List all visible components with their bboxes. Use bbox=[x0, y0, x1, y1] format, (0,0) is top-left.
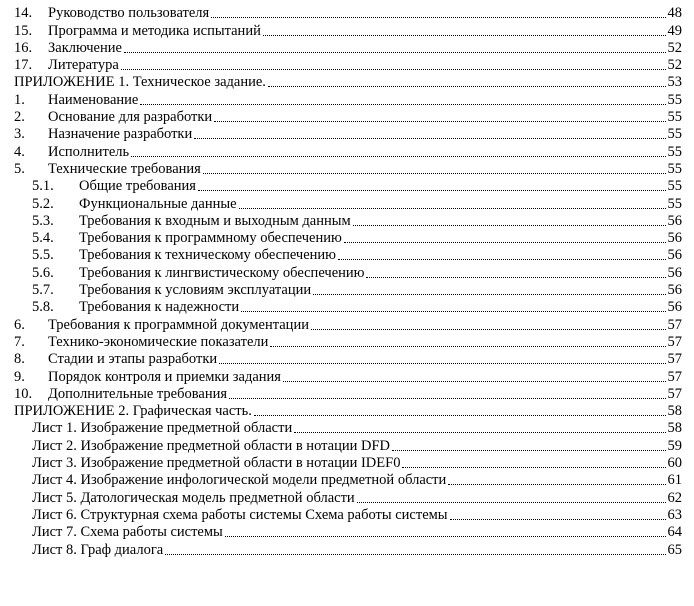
toc-entry-title: Лист 6. Структурная схема работы системы Схема работы системы bbox=[32, 506, 448, 523]
dot-leader bbox=[241, 310, 666, 312]
dot-leader bbox=[203, 172, 666, 174]
toc-entry-number: 5.8. bbox=[32, 299, 54, 316]
toc-entry-title: Наименование bbox=[48, 91, 139, 108]
toc-entry-page-number: 52 bbox=[667, 39, 682, 56]
table-of-contents bbox=[0, 5, 682, 559]
dot-leader bbox=[219, 362, 666, 364]
toc-entry[interactable] bbox=[0, 299, 682, 316]
dot-leader bbox=[121, 68, 666, 70]
toc-entry[interactable] bbox=[0, 91, 682, 108]
toc-entry-page-number: 55 bbox=[667, 178, 682, 195]
toc-entry-page-number: 52 bbox=[667, 57, 682, 74]
toc-entry-title: Лист 1. Изображение предметной области bbox=[32, 420, 293, 437]
toc-entry-title: Порядок контроля и приемки задания bbox=[48, 368, 281, 385]
toc-entry-page-number: 58 bbox=[667, 403, 682, 420]
toc-entry[interactable] bbox=[0, 230, 682, 247]
toc-entry-number: 5.5. bbox=[32, 247, 54, 264]
toc-entry-page-number: 56 bbox=[667, 264, 682, 281]
dot-leader bbox=[254, 414, 666, 416]
toc-entry-page-number: 49 bbox=[667, 22, 682, 39]
toc-entry-page-number: 57 bbox=[667, 351, 682, 368]
toc-entry-title: Требования к программному обеспечению bbox=[79, 230, 342, 247]
toc-entry-title: Исполнитель bbox=[48, 143, 130, 160]
dot-leader bbox=[313, 293, 666, 295]
toc-entry-title: Лист 5. Датологическая модель предметной области bbox=[32, 489, 355, 506]
toc-entry[interactable] bbox=[0, 455, 682, 472]
toc-entry-title: Общие требования bbox=[79, 178, 196, 195]
toc-entry-page-number: 57 bbox=[667, 316, 682, 333]
toc-entry-title: Заключение bbox=[48, 39, 122, 56]
dot-leader bbox=[268, 85, 666, 87]
toc-entry-title: Требования к лингвистическому обеспечению bbox=[79, 264, 365, 281]
toc-entry-title: Литература bbox=[48, 57, 119, 74]
toc-entry-page-number: 55 bbox=[667, 109, 682, 126]
toc-entry[interactable] bbox=[0, 282, 682, 299]
toc-entry-title: Требования к условиям эксплуатации bbox=[79, 282, 312, 299]
toc-entry-page-number: 62 bbox=[667, 489, 682, 506]
toc-entry-number: 5.1. bbox=[32, 178, 54, 195]
dot-leader bbox=[270, 345, 666, 347]
dot-leader bbox=[239, 207, 666, 209]
toc-entry-page-number: 56 bbox=[667, 247, 682, 264]
toc-entry[interactable] bbox=[0, 213, 682, 230]
toc-entry-page-number: 63 bbox=[667, 506, 682, 523]
toc-entry-number: 17. bbox=[14, 57, 33, 74]
dot-leader bbox=[229, 397, 666, 399]
toc-entry-page-number: 53 bbox=[667, 74, 682, 91]
dot-leader bbox=[450, 518, 666, 520]
toc-entry[interactable] bbox=[0, 74, 682, 91]
dot-leader bbox=[448, 483, 666, 485]
dot-leader bbox=[131, 155, 666, 157]
toc-entry-title: Руководство пользователя bbox=[48, 5, 210, 22]
toc-entry[interactable] bbox=[0, 109, 682, 126]
toc-entry-page-number: 55 bbox=[667, 195, 682, 212]
toc-entry-number: 5.3. bbox=[32, 212, 54, 229]
toc-entry-page-number: 57 bbox=[667, 368, 682, 385]
toc-entry-page-number: 55 bbox=[667, 143, 682, 160]
toc-entry-title: Лист 4. Изображение инфологической модели предметной области bbox=[32, 472, 447, 489]
toc-entry-number: 3. bbox=[14, 126, 25, 143]
toc-entry-number: 5.7. bbox=[32, 282, 54, 299]
toc-entry-title: Функциональные данные bbox=[79, 195, 237, 212]
toc-entry-number: 14. bbox=[14, 5, 33, 22]
toc-entry-page-number: 56 bbox=[667, 299, 682, 316]
toc-entry-title: Требования к программной документации bbox=[48, 316, 309, 333]
toc-entry[interactable] bbox=[0, 40, 682, 57]
toc-entry-title: Технические требования bbox=[48, 160, 201, 177]
toc-entry-title: Технико-экономические показатели bbox=[48, 333, 269, 350]
toc-entry-page-number: 55 bbox=[667, 126, 682, 143]
toc-entry-title: Требования к надежности bbox=[79, 299, 240, 316]
toc-entry-number: 4. bbox=[14, 143, 25, 160]
toc-entry-number: 5.2. bbox=[32, 195, 54, 212]
dot-leader bbox=[402, 466, 666, 468]
toc-entry[interactable] bbox=[0, 334, 682, 351]
toc-entry[interactable] bbox=[0, 351, 682, 368]
toc-entry-title: Лист 2. Изображение предметной области в нотации DFD bbox=[32, 437, 390, 454]
toc-entry[interactable] bbox=[0, 178, 682, 195]
toc-entry-title: Лист 7. Схема работы системы bbox=[32, 524, 223, 541]
toc-entry-title: ПРИЛОЖЕНИЕ 2. Графическая часть. bbox=[14, 403, 252, 420]
toc-entry-number: 9. bbox=[14, 368, 25, 385]
toc-entry[interactable] bbox=[0, 195, 682, 212]
dot-leader bbox=[263, 34, 666, 36]
toc-entry[interactable] bbox=[0, 472, 682, 489]
toc-entry[interactable] bbox=[0, 264, 682, 281]
toc-entry-number: 8. bbox=[14, 351, 25, 368]
toc-entry[interactable] bbox=[0, 368, 682, 385]
dot-leader bbox=[392, 449, 666, 451]
toc-entry-page-number: 48 bbox=[667, 5, 682, 22]
toc-entry-page-number: 57 bbox=[667, 333, 682, 350]
toc-entry-title: Программа и методика испытаний bbox=[48, 22, 261, 39]
toc-entry-title: Лист 8. Граф диалога bbox=[32, 541, 164, 558]
dot-leader bbox=[165, 553, 666, 555]
toc-entry[interactable] bbox=[0, 247, 682, 264]
toc-entry-title: Лист 3. Изображение предметной области в нотации IDEF0 bbox=[32, 455, 401, 472]
toc-entry-number: 5. bbox=[14, 160, 25, 177]
dot-leader bbox=[225, 535, 666, 537]
toc-entry-title: Основание для разработки bbox=[48, 109, 213, 126]
toc-entry-page-number: 55 bbox=[667, 160, 682, 177]
toc-entry-page-number: 59 bbox=[667, 437, 682, 454]
toc-entry[interactable] bbox=[0, 524, 682, 541]
toc-entry-number: 5.6. bbox=[32, 264, 54, 281]
dot-leader bbox=[198, 189, 666, 191]
toc-entry-title: Стадии и этапы разработки bbox=[48, 351, 218, 368]
toc-entry-number: 2. bbox=[14, 109, 25, 126]
toc-entry-title: Требования к техническому обеспечению bbox=[79, 247, 336, 264]
toc-entry-page-number: 65 bbox=[667, 541, 682, 558]
toc-entry-number: 16. bbox=[14, 39, 33, 56]
toc-entry-number: 1. bbox=[14, 91, 25, 108]
toc-entry-number: 6. bbox=[14, 316, 25, 333]
toc-entry[interactable] bbox=[0, 5, 682, 22]
toc-entry-page-number: 56 bbox=[667, 282, 682, 299]
toc-entry[interactable] bbox=[0, 316, 682, 333]
toc-entry-page-number: 56 bbox=[667, 230, 682, 247]
toc-entry[interactable] bbox=[0, 489, 682, 506]
toc-entry[interactable] bbox=[0, 420, 682, 437]
toc-entry[interactable] bbox=[0, 126, 682, 143]
toc-entry-page-number: 58 bbox=[667, 420, 682, 437]
toc-entry[interactable] bbox=[0, 386, 682, 403]
toc-entry-title: Дополнительные требования bbox=[48, 385, 228, 402]
dot-leader bbox=[311, 328, 666, 330]
toc-entry[interactable] bbox=[0, 507, 682, 524]
dot-leader bbox=[124, 51, 666, 53]
dot-leader bbox=[366, 276, 666, 278]
toc-entry-title: Требования к входным и выходным данным bbox=[79, 212, 351, 229]
dot-leader bbox=[194, 137, 666, 139]
toc-entry-title: Назначение разработки bbox=[48, 126, 193, 143]
toc-entry-page-number: 61 bbox=[667, 472, 682, 489]
toc-entry-page-number: 60 bbox=[667, 455, 682, 472]
toc-entry[interactable] bbox=[0, 57, 682, 74]
dot-leader bbox=[211, 16, 666, 18]
toc-entry-number: 5.4. bbox=[32, 230, 54, 247]
dot-leader bbox=[140, 103, 666, 105]
toc-entry-title: ПРИЛОЖЕНИЕ 1. Техническое задание. bbox=[14, 74, 266, 91]
dot-leader bbox=[357, 501, 666, 503]
toc-entry[interactable] bbox=[0, 22, 682, 39]
dot-leader bbox=[214, 120, 666, 122]
dot-leader bbox=[294, 431, 666, 433]
dot-leader bbox=[283, 380, 666, 382]
toc-entry[interactable] bbox=[0, 437, 682, 454]
dot-leader bbox=[338, 258, 666, 260]
toc-entry[interactable] bbox=[0, 403, 682, 420]
toc-entry[interactable] bbox=[0, 541, 682, 558]
toc-entry-page-number: 57 bbox=[667, 385, 682, 402]
toc-entry-number: 7. bbox=[14, 333, 25, 350]
toc-entry-number: 15. bbox=[14, 22, 33, 39]
toc-entry[interactable] bbox=[0, 161, 682, 178]
dot-leader bbox=[344, 241, 666, 243]
toc-entry-page-number: 56 bbox=[667, 212, 682, 229]
dot-leader bbox=[353, 224, 666, 226]
toc-entry-number: 10. bbox=[14, 385, 33, 402]
toc-entry[interactable] bbox=[0, 143, 682, 160]
toc-entry-page-number: 55 bbox=[667, 91, 682, 108]
toc-entry-page-number: 64 bbox=[667, 524, 682, 541]
